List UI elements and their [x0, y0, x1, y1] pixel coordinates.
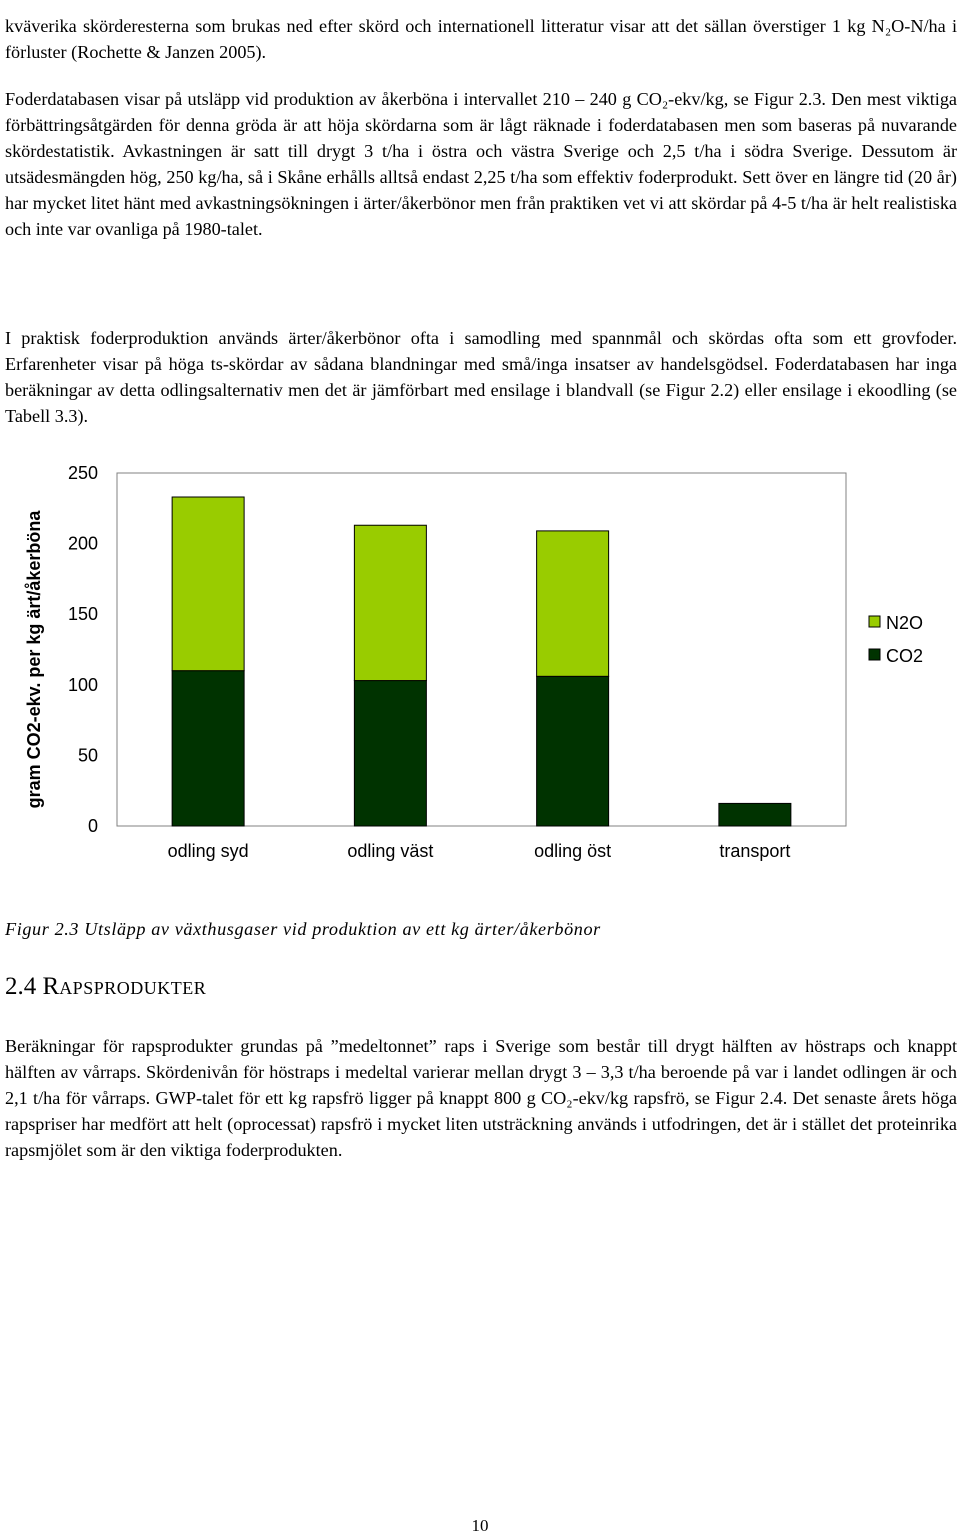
bar-n2o: [172, 497, 244, 671]
y-tick-label: 250: [67, 463, 98, 483]
section-title: [43, 973, 207, 1000]
emissions-bar-chart: [0, 455, 960, 875]
legend-swatch-n2o: [869, 616, 880, 627]
y-tick-label: 200: [67, 533, 98, 554]
y-tick-label: 150: [67, 604, 98, 625]
section-title-initial: R: [42, 973, 60, 1000]
section-number: 2.4: [5, 973, 37, 1000]
paragraph-rapsprodukter: Beräkningar för rapsprodukter grundas på ”medeltonnet” raps i Sverige som består till drygt hälften av höstraps och knappt hälften av vårraps. Skördenivån för höstraps i medeltal varierar mellan drygt 3 – 3,3 t/ha beroende på var i landet odlingen är och 2,1 t/ha för vårraps. GWP-talet för ett kg rapsfrö ligger på knappt 800 g CO₂-ekv/kg rapsfrö, se Figur 2.4. Det senaste årets höga rapspriser har medfört att helt (oprocessat) rapsfrö i mycket liten utsträckning används i utfodringen, det är i stället det proteinrika rapsmjölet som är den viktiga foderprodukten.: [5, 1036, 957, 1161]
paragraph-akerbona: Foderdatabasen visar på utsläpp vid produktion av åkerböna i intervallet 210 – 240 g CO₂-ekv/kg, se Figur 2.3. Den mest viktiga förbättringsåtgärden för denna gröda är att höja skördarna som är lågt räknade i foderdatabasen men som baseras på nuvarande skördestatistik. Avkastningen är satt till drygt 3 t/ha i östra och västra Sverige och 2,5 t/ha i södra Sverige. Dessutom är utsädesmängden hög, 250 kg/ha, så i Skåne erhålls alltså endast 2,25 t/ha som effektiv foderprodukt. Sett över en längre tid (20 år) har mycket litet hänt med avkastningsökningen i ärter/åkerbönor men från praktiken vet vi att skördar på 4-5 t/ha är helt realistiska och inte var ovanliga på 1980-talet.: [5, 89, 957, 240]
bar-co2: [537, 676, 609, 826]
x-category-label: transport: [719, 841, 791, 861]
paragraph-intro: kväverika skörderesterna som brukas ned efter skörd och internationell litteratur visar att det sällan överstiger 1 kg N₂O-N/ha i förluster (Rochette & Janzen 2005).: [5, 16, 957, 63]
y-axis-title: gram CO2-ekv. per kg ärt/åkerböna: [24, 510, 44, 809]
section-heading: [5, 973, 206, 1001]
y-tick-label: 50: [77, 745, 98, 766]
x-category-label: odling väst: [347, 841, 434, 861]
paragraph-samodling: I praktisk foderproduktion används ärter/åkerbönor ofta i samodling med spannmål och skördas ofta som ett grovfoder. Erfarenheter visar på höga ts-skördar av sådana blandningar med små/inga insatser av handelsgödsel. Foderdatabasen har inga beräkningar av detta odlingsalternativ men det är jämförbart med ensilage i blandvall (se Figur 2.2) eller ensilage i ekoodling (se Tabell 3.3).: [5, 328, 957, 427]
figure-caption: Figur 2.3 Utsläpp av växthusgaser vid produktion av ett kg ärter/åkerbönor: [5, 919, 601, 939]
legend-label-co2: CO2: [886, 646, 924, 666]
x-category-label: odling öst: [534, 841, 612, 861]
section-title-rest: APSPRODUKTER: [59, 978, 207, 998]
legend-label-n2o: N2O: [886, 613, 924, 633]
bar-co2: [172, 671, 244, 826]
y-tick-label: 0: [87, 816, 98, 836]
bar-n2o: [354, 525, 426, 680]
x-category-label: odling syd: [167, 841, 249, 861]
bar-co2: [719, 803, 791, 826]
bar-co2: [354, 681, 426, 826]
legend-swatch-co2: [869, 649, 880, 660]
y-tick-label: 100: [67, 674, 98, 695]
bar-n2o: [537, 531, 609, 676]
page-number: 10: [471, 1516, 489, 1535]
